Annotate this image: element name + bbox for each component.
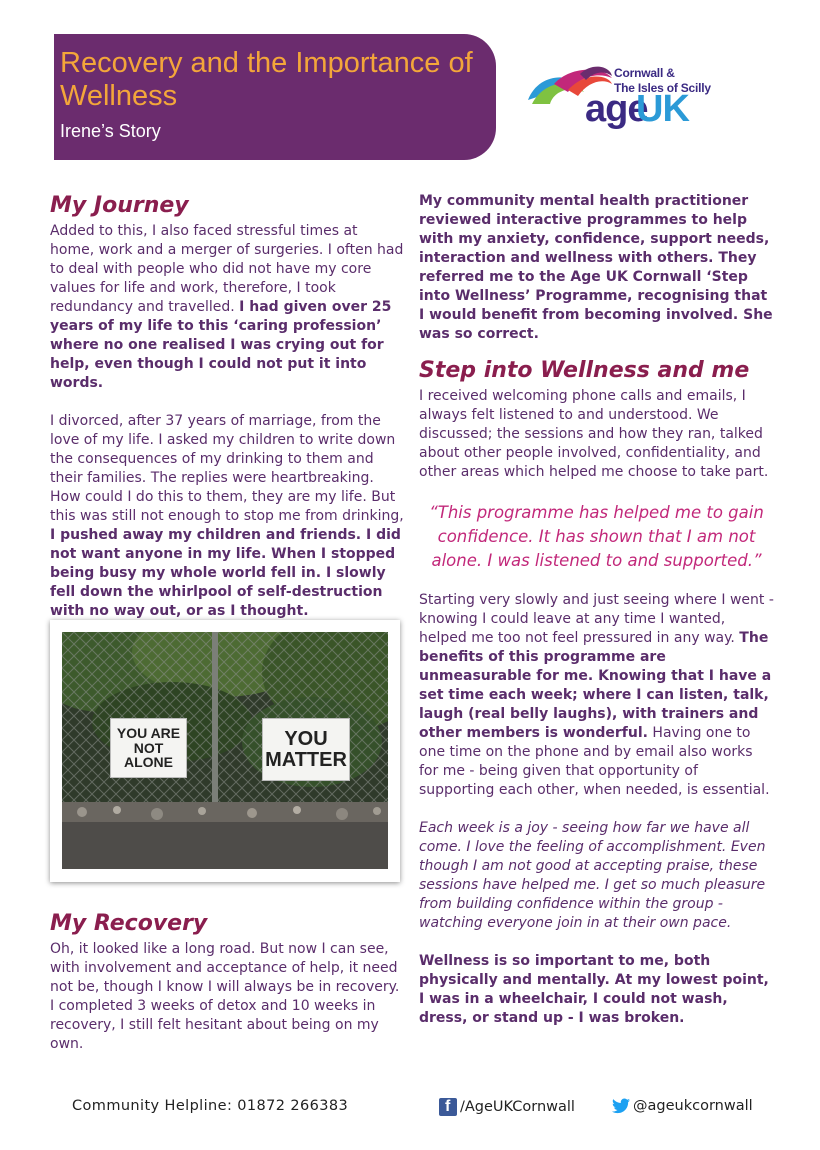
step-paragraph: I received welcoming phone calls and emails, I always felt listened to and understood. We discussed; the sessions and how they ran, talked about other people involved, confidentiality, and other areas which helped me choose to take part. bbox=[419, 388, 769, 480]
journey-paragraph-1 bbox=[50, 222, 405, 393]
journey-para2-bold: I pushed away my children and friends. I did not want anyone in my life. When I stopped being busy my whole world fell in. I slowly fell down the whirlpool of self-destruction with no way out, or as I thought. bbox=[50, 527, 401, 619]
right-column bbox=[419, 192, 774, 1047]
journey-para1-text: Added to this, I also faced stressful times at home, work and a merger of surgeries. I often had to deal with people who did not have my core values for life and work, therefore, I took redundancy and travelled. bbox=[50, 223, 404, 315]
sign-you-are-not-alone: YOU ARE NOT ALONE bbox=[110, 718, 187, 778]
right-paragraph-5 bbox=[419, 952, 774, 1028]
photo-frame bbox=[50, 620, 400, 882]
para5-bold: Wellness is so important to me, both physically and mentally. At my lowest point, I was in a wheelchair, I could not wash, dress, or stand up - I was broken. bbox=[419, 953, 769, 1026]
left-column bbox=[50, 192, 405, 640]
pull-quote: “This programme has helped me to gain confidence. It has shown that I am not alone. I was listened to and supported.” bbox=[429, 503, 764, 570]
logo-uk-text: UK bbox=[636, 88, 689, 130]
right-intro-bold: My community mental health practitioner reviewed interactive programmes to help with my anxiety, confidence, support needs, interaction and wellness with others. They referred me to the Age UK Cornwall ‘Step into Wellness’ Programme, recognising that I would benefit from becoming involved. She was so correct. bbox=[419, 193, 773, 342]
para3-text-b: Having one to one time on the phone and by email also works for me - being given that opportunity of supporting each other, when needed, is essential. bbox=[419, 725, 770, 798]
twitter-icon bbox=[612, 1098, 630, 1114]
recovery-paragraph: Oh, it looked like a long road. But now I can see, with involvement and acceptance of help, it need not be, though I know I will always be in recovery. I completed 3 weeks of detox and 10 weeks in recovery, I still felt hesitant about being on my own. bbox=[50, 941, 400, 1052]
sign-you-matter: YOU MATTER bbox=[262, 718, 350, 781]
footer-helpline: Community Helpline: 01872 266383 bbox=[72, 1098, 349, 1114]
logo-region-line2: The Isles of Scilly bbox=[614, 81, 711, 95]
right-paragraph-3 bbox=[419, 591, 774, 800]
fence-signs-photo bbox=[62, 632, 388, 869]
facebook-icon bbox=[439, 1098, 457, 1116]
right-intro-paragraph bbox=[419, 192, 774, 344]
section-heading-step-into-wellness: Step into Wellness and me bbox=[419, 358, 750, 383]
my-recovery-section bbox=[50, 910, 405, 1054]
facebook-handle[interactable]: /AgeUKCornwall bbox=[460, 1099, 575, 1115]
journey-para2-text: I divorced, after 37 years of marriage, from the love of my life. I asked my children to write down the consequences of my drinking to them and their families. The replies were heartbreaking. How could I do this to them, they are my life. But this was still not enough to stop me from drinking, bbox=[50, 413, 404, 524]
journey-para1-bold: I had given over 25 years of my life to this ‘caring profession’ where no one realised I was crying out for help, even though I could not put it into words. bbox=[50, 299, 392, 391]
logo-region-line1: Cornwall & bbox=[614, 66, 675, 80]
section-heading-my-journey: My Journey bbox=[50, 193, 189, 218]
para3-text-a: Starting very slowly and just seeing where I went - knowing I could leave at any time I wanted, helped me too not feel pressured in any way. bbox=[419, 592, 774, 646]
footer-twitter-link[interactable] bbox=[612, 1098, 753, 1114]
right-paragraph-4: Each week is a joy - seeing how far we have all come. I love the feeling of accomplishment. Even though I am not good at accepting praise, these sessions have helped me. I get so much pleasure from building confidence within the group - watching everyone join in at their own pace. bbox=[419, 820, 766, 931]
section-heading-my-recovery: My Recovery bbox=[50, 911, 208, 936]
page-title: Recovery and the Importance of Wellness bbox=[60, 47, 473, 112]
footer-facebook-link[interactable] bbox=[439, 1098, 575, 1116]
page-subtitle: Irene’s Story bbox=[60, 121, 161, 141]
logo-age-text: age bbox=[585, 88, 648, 130]
twitter-handle[interactable]: @ageukcornwall bbox=[633, 1098, 753, 1114]
para3-bold: The benefits of this programme are unmeasurable for me. Knowing that I have a set time each week; where I can listen, talk, laugh (real belly laughs), with trainers and other members is wonderful. bbox=[419, 630, 772, 741]
journey-paragraph-2 bbox=[50, 412, 405, 621]
